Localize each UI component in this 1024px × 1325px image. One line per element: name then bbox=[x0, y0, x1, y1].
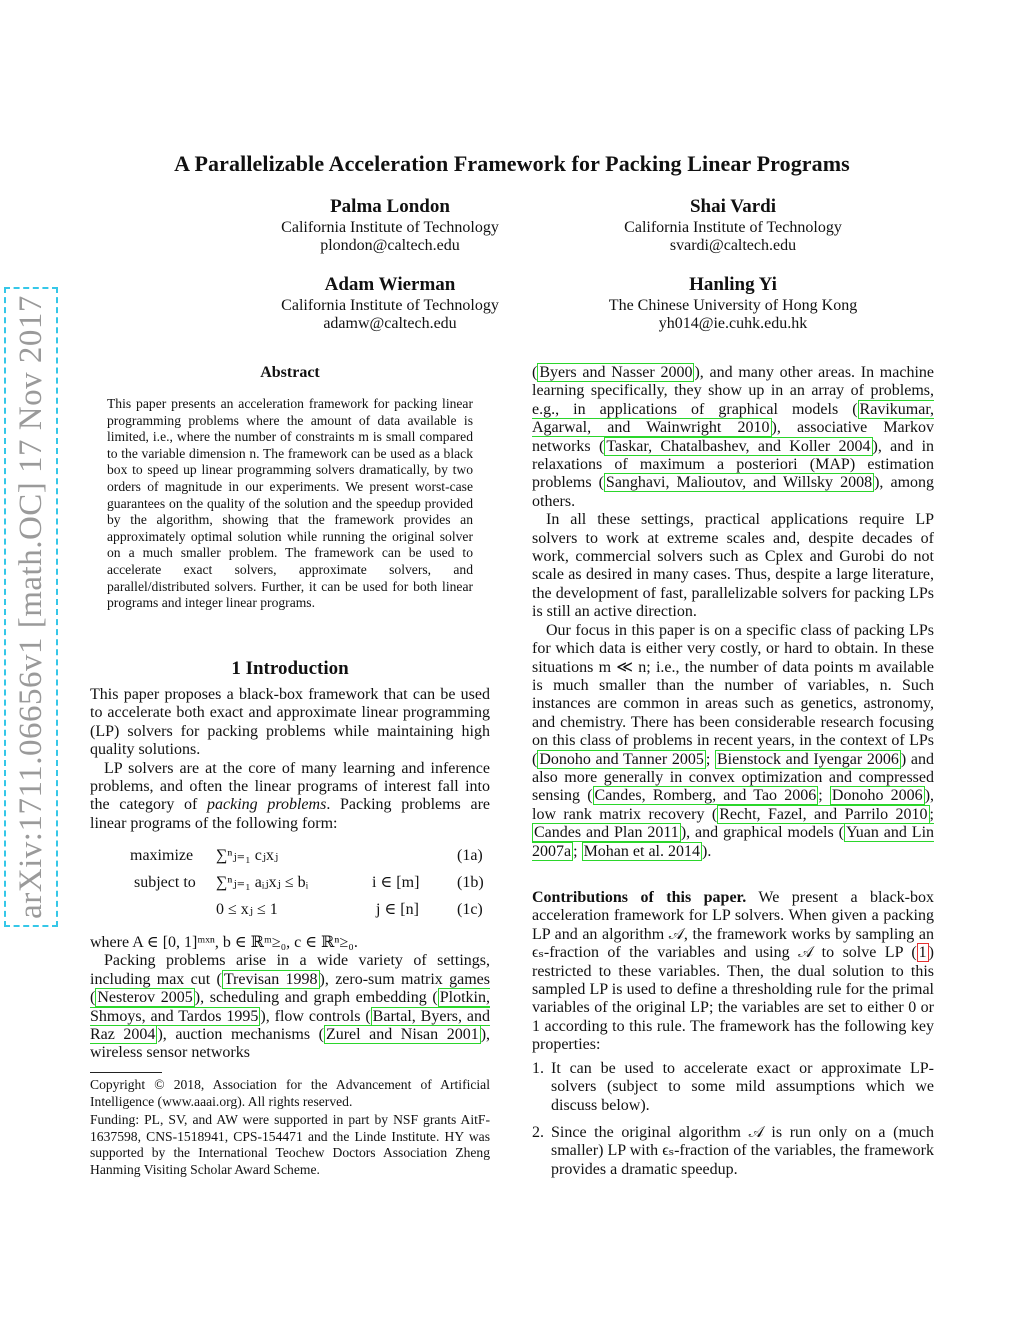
text-run: ), scheduling and graph embedding ( bbox=[194, 989, 438, 1007]
key-properties-list bbox=[532, 1060, 934, 1190]
eq-expression: ∑ⁿⱼ₌₁ cⱼxⱼ bbox=[216, 847, 279, 864]
citation-link[interactable]: Candes, Romberg, and Tao 2006 bbox=[594, 787, 817, 805]
text-run: ), among others. bbox=[532, 474, 935, 510]
eq-expression: 0 ≤ xⱼ ≤ 1 bbox=[216, 901, 278, 918]
author-affiliation: California Institute of Technology bbox=[281, 219, 499, 236]
text-run: LP solvers are at the core of many learning and inference problems, and often the linear programs of interest fall into the category of bbox=[90, 759, 490, 814]
citation-link[interactable]: Bienstock and Iyengar 2006 bbox=[716, 750, 899, 768]
section-heading: 1 Introduction bbox=[231, 658, 349, 679]
author-affiliation: California Institute of Technology bbox=[281, 297, 499, 314]
eq-condition: i ∈ [m] bbox=[372, 874, 420, 891]
eq-label: maximize bbox=[130, 847, 194, 864]
contributions-heading: Contributions of this paper. bbox=[532, 889, 747, 906]
list-item-text: Since the original algorithm 𝒜 is run only on a (much smaller) LP with ϵₛ-fraction of the variables, the framework provides a dramatic speedup. bbox=[551, 1124, 934, 1178]
author-block-3 bbox=[190, 273, 590, 333]
equation-ref-link[interactable]: 1 bbox=[918, 944, 927, 962]
citation-link[interactable]: Donoho 2006 bbox=[831, 787, 923, 805]
author-name: Shai Vardi bbox=[689, 196, 777, 217]
abstract-heading: Abstract bbox=[260, 364, 320, 381]
intro-paragraph-3 bbox=[90, 952, 490, 1062]
text-run: Our focus in this paper is on a specific class of packing LPs for which data is either very costly, or hard to obtain. In these situations m ≪ n; i.e., the number of data points m available is much smaller than the number of variables, n. Such instances are common in areas such as genetics, astronomy, and chemistry. There has been considerable research focusing on this class of problems in recent years, in the context of LPs ( bbox=[532, 621, 934, 768]
list-item-text: It can be used to accelerate exact or approximate LP-solvers (subject to some mild assumptions which we discuss below). bbox=[551, 1060, 934, 1114]
text-run: ), and many other areas. In machine learning specifically, they show up in an array of problems, e.g., in applications of graphical models ( bbox=[532, 364, 934, 418]
author-name: Adam Wierman bbox=[324, 274, 456, 295]
arxiv-stamp[interactable]: arXiv:1711.06656v1 [math.OC] 17 Nov 2017 bbox=[4, 287, 58, 927]
text-run: ), associative Markov networks ( bbox=[532, 419, 934, 455]
footnote-rule bbox=[90, 1072, 162, 1073]
text-run: ), zero-sum matrix games ( bbox=[90, 970, 490, 1007]
right-paragraph-3: Our focus in this paper is on a specific class of packing LPs for which data is either very costly, or hard to obtain. In these situations m ≪ n; i.e., the number of data points m available is much smaller than the number of variables, n. Such instances are common in areas such as genetics, astronomy, and chemistry. There has been considerable research focusing on this class of problems in recent years, in the context of LPs ( Donoho and Tanner 2005 ; Bienstock and Iyengar 2006 ) and also more generally in convex optimization and compressed sensing ( Candes, Romberg, and Tao 2006 ; Donoho 2006 ), low rank matrix recovery ( Recht, Fazel, and Parrilo 2010 ; Candes and Plan 2011 ), and graphical models ( Yuan and Lin 2007a ; Mohan et al. 2014 ). bbox=[532, 621, 935, 860]
intro-paragraph-2 bbox=[90, 760, 490, 834]
author-block-4 bbox=[532, 273, 934, 333]
paper-title: A Parallelizable Acceleration Framework for Packing Linear Programs bbox=[174, 151, 850, 176]
citation-link[interactable]: Mohan et al. 2014 bbox=[583, 842, 700, 860]
eq-label: subject to bbox=[134, 874, 196, 891]
author-name: Hanling Yi bbox=[689, 274, 777, 295]
citation-link[interactable]: Sanghavi, Malioutov, and Willsky 2008 bbox=[605, 474, 873, 492]
author-email: adamw@caltech.edu bbox=[323, 315, 457, 332]
right-paragraph-2: In all these settings, practical applications require LP solvers to work at extreme scales and, despite decades of work, commercial solvers such as Cplex and Gurobi do not scale as desired in many cases. Thus, despite a large literature, the development of fast, parallelizable solvers for packing LPs is still an active direction. bbox=[532, 511, 934, 621]
author-block-2 bbox=[532, 195, 934, 255]
citation-link[interactable]: Plotkin, Shmoys, and Tardos 1995 bbox=[90, 989, 490, 1025]
list-item bbox=[532, 1060, 934, 1115]
where-line: where A ∈ [0, 1]ᵐˣⁿ, b ∈ ℝᵐ≥₀, c ∈ ℝⁿ≥₀. bbox=[90, 934, 358, 951]
citation-link[interactable]: Bartal, Byers, and Raz 2004 bbox=[90, 1007, 491, 1044]
author-block-1 bbox=[190, 195, 590, 255]
text-run: . Packing problems are linear programs of the following form: bbox=[90, 796, 490, 832]
right-paragraph-1: ( Byers and Nasser 2000 ), and many other areas. In machine learning specifically, they show up in an array of problems, e.g., in applications of graphical models ( Ravikumar, Agarwal, and Wainwright 2010 ), associative Markov networks ( Taskar, Chatalbashev, and Koller 2004 ), and in relaxations of maximum a posteriori (MAP) estimation problems ( Sanghavi, Malioutov, and Willsky 2008 ), among others. bbox=[532, 364, 935, 510]
author-email: yh014@ie.cuhk.edu.hk bbox=[658, 315, 808, 332]
list-number: 2. bbox=[532, 1124, 544, 1141]
citation-link[interactable]: Donoho and Tanner 2005 bbox=[539, 750, 704, 768]
author-email: plondon@caltech.edu bbox=[320, 237, 460, 254]
footnote-funding: Funding: PL, SV, and AW were supported in part by NSF grants AitF-1637598, CNS-1518941, CPS-154471 and the Linde Institute. HY was supported by the International Teochew Doctors Association Zheng Hanming Visiting Scholar Award Scheme. bbox=[90, 1112, 490, 1177]
intro-text-left bbox=[90, 686, 490, 833]
citation-link[interactable]: Ravikumar, Agarwal, and Wainwright 2010 bbox=[532, 400, 934, 437]
contributions-paragraph bbox=[532, 889, 934, 1055]
text-run: ). bbox=[701, 842, 712, 860]
citation-link[interactable]: Byers and Nasser 2000 bbox=[539, 364, 693, 381]
citation-link[interactable]: Recht, Fazel, and Parrilo 2010 bbox=[719, 805, 928, 823]
right-column-text bbox=[532, 364, 934, 861]
author-name: Palma London bbox=[330, 196, 450, 217]
footnote-copyright: Copyright © 2018, Association for the Advancement of Artificial Intelligence (www.aaai.org). All rights reserved. bbox=[90, 1077, 490, 1109]
citation-link[interactable]: Nesterov 2005 bbox=[97, 989, 193, 1007]
citation-link[interactable]: Zurel and Nisan 2001 bbox=[325, 1026, 479, 1044]
citation-link[interactable]: Taskar, Chatalbashev, and Koller 2004 bbox=[606, 437, 871, 455]
text-run: ), auction mechanisms ( bbox=[157, 1026, 324, 1044]
text-run: ) and also more generally in convex optimization and compressed sensing ( bbox=[532, 750, 934, 805]
text-run: ), low rank matrix recovery ( bbox=[532, 787, 935, 823]
citation-link[interactable]: Trevisan 1998 bbox=[223, 970, 318, 988]
eq-number: (1c) bbox=[457, 901, 483, 918]
text-run: ), wireless sensor networks bbox=[90, 1026, 491, 1062]
list-item bbox=[532, 1124, 934, 1179]
citation-link[interactable]: Candes and Plan 2011 bbox=[534, 824, 679, 842]
equation-block bbox=[90, 845, 490, 925]
intro-paragraph-1: This paper proposes a black-box framework that can be used to accelerate both exact and approximate linear programming (LP) solvers for packing problems while maintaining high quality solutions. bbox=[90, 686, 490, 759]
contributions-text bbox=[532, 889, 934, 1055]
citation-link[interactable]: Yuan and Lin 2007a bbox=[532, 824, 935, 860]
author-affiliation: California Institute of Technology bbox=[624, 219, 842, 236]
text-run: ) restricted to these variables. Then, the dual solution to this sampled LP is used to define a thresholding rule for the primal variables of the original LP; the variables are set to either 0 or 1 according to this rule. The framework has the following key properties: bbox=[532, 944, 934, 1054]
eq-number: (1a) bbox=[457, 847, 483, 864]
text-run: We present a black-box acceleration framework for LP solvers. When given a packing LP and an algorithm 𝒜, the framework works by sampling an ϵₛ-fraction of the variables and using 𝒜 to solve LP ( bbox=[532, 889, 935, 962]
intro-text-left-2 bbox=[90, 934, 490, 1063]
list-number: 1. bbox=[532, 1060, 544, 1077]
text-run: ), flow controls ( bbox=[260, 1007, 371, 1025]
author-affiliation: The Chinese University of Hong Kong bbox=[608, 297, 858, 314]
author-email: svardi@caltech.edu bbox=[669, 237, 797, 254]
emphasis: packing problems bbox=[207, 796, 327, 814]
eq-condition: j ∈ [n] bbox=[376, 901, 419, 918]
eq-expression: ∑ⁿⱼ₌₁ aᵢⱼxⱼ ≤ bᵢ bbox=[216, 874, 309, 891]
text-run: ), and graphical models ( bbox=[680, 824, 844, 842]
text-run: ), and in relaxations of maximum a posteriori (MAP) estimation problems ( bbox=[532, 437, 935, 492]
abstract-text: This paper presents an acceleration framework for packing linear programming problems where the amount of data available is limited, i.e., where the number of constraints m is small compared to the variable dimension n. The framework can be used as a black box to speed up linear programming solvers dramatically, by two orders of magnitude in our experiments. We present worst-case guarantees on the quality of the solution and the speedup provided by the algorithm, showing that the framework provides an approximately optimal solution while running the original solver on a much smaller problem. The framework can be used to accelerate exact solvers, approximate solvers, and parallel/distributed solvers. Further, it can be used for both linear programs and integer linear programs. bbox=[107, 396, 473, 611]
eq-number: (1b) bbox=[457, 874, 484, 891]
text-run: Packing problems arise in a wide variety of settings, including max cut ( bbox=[90, 952, 490, 988]
